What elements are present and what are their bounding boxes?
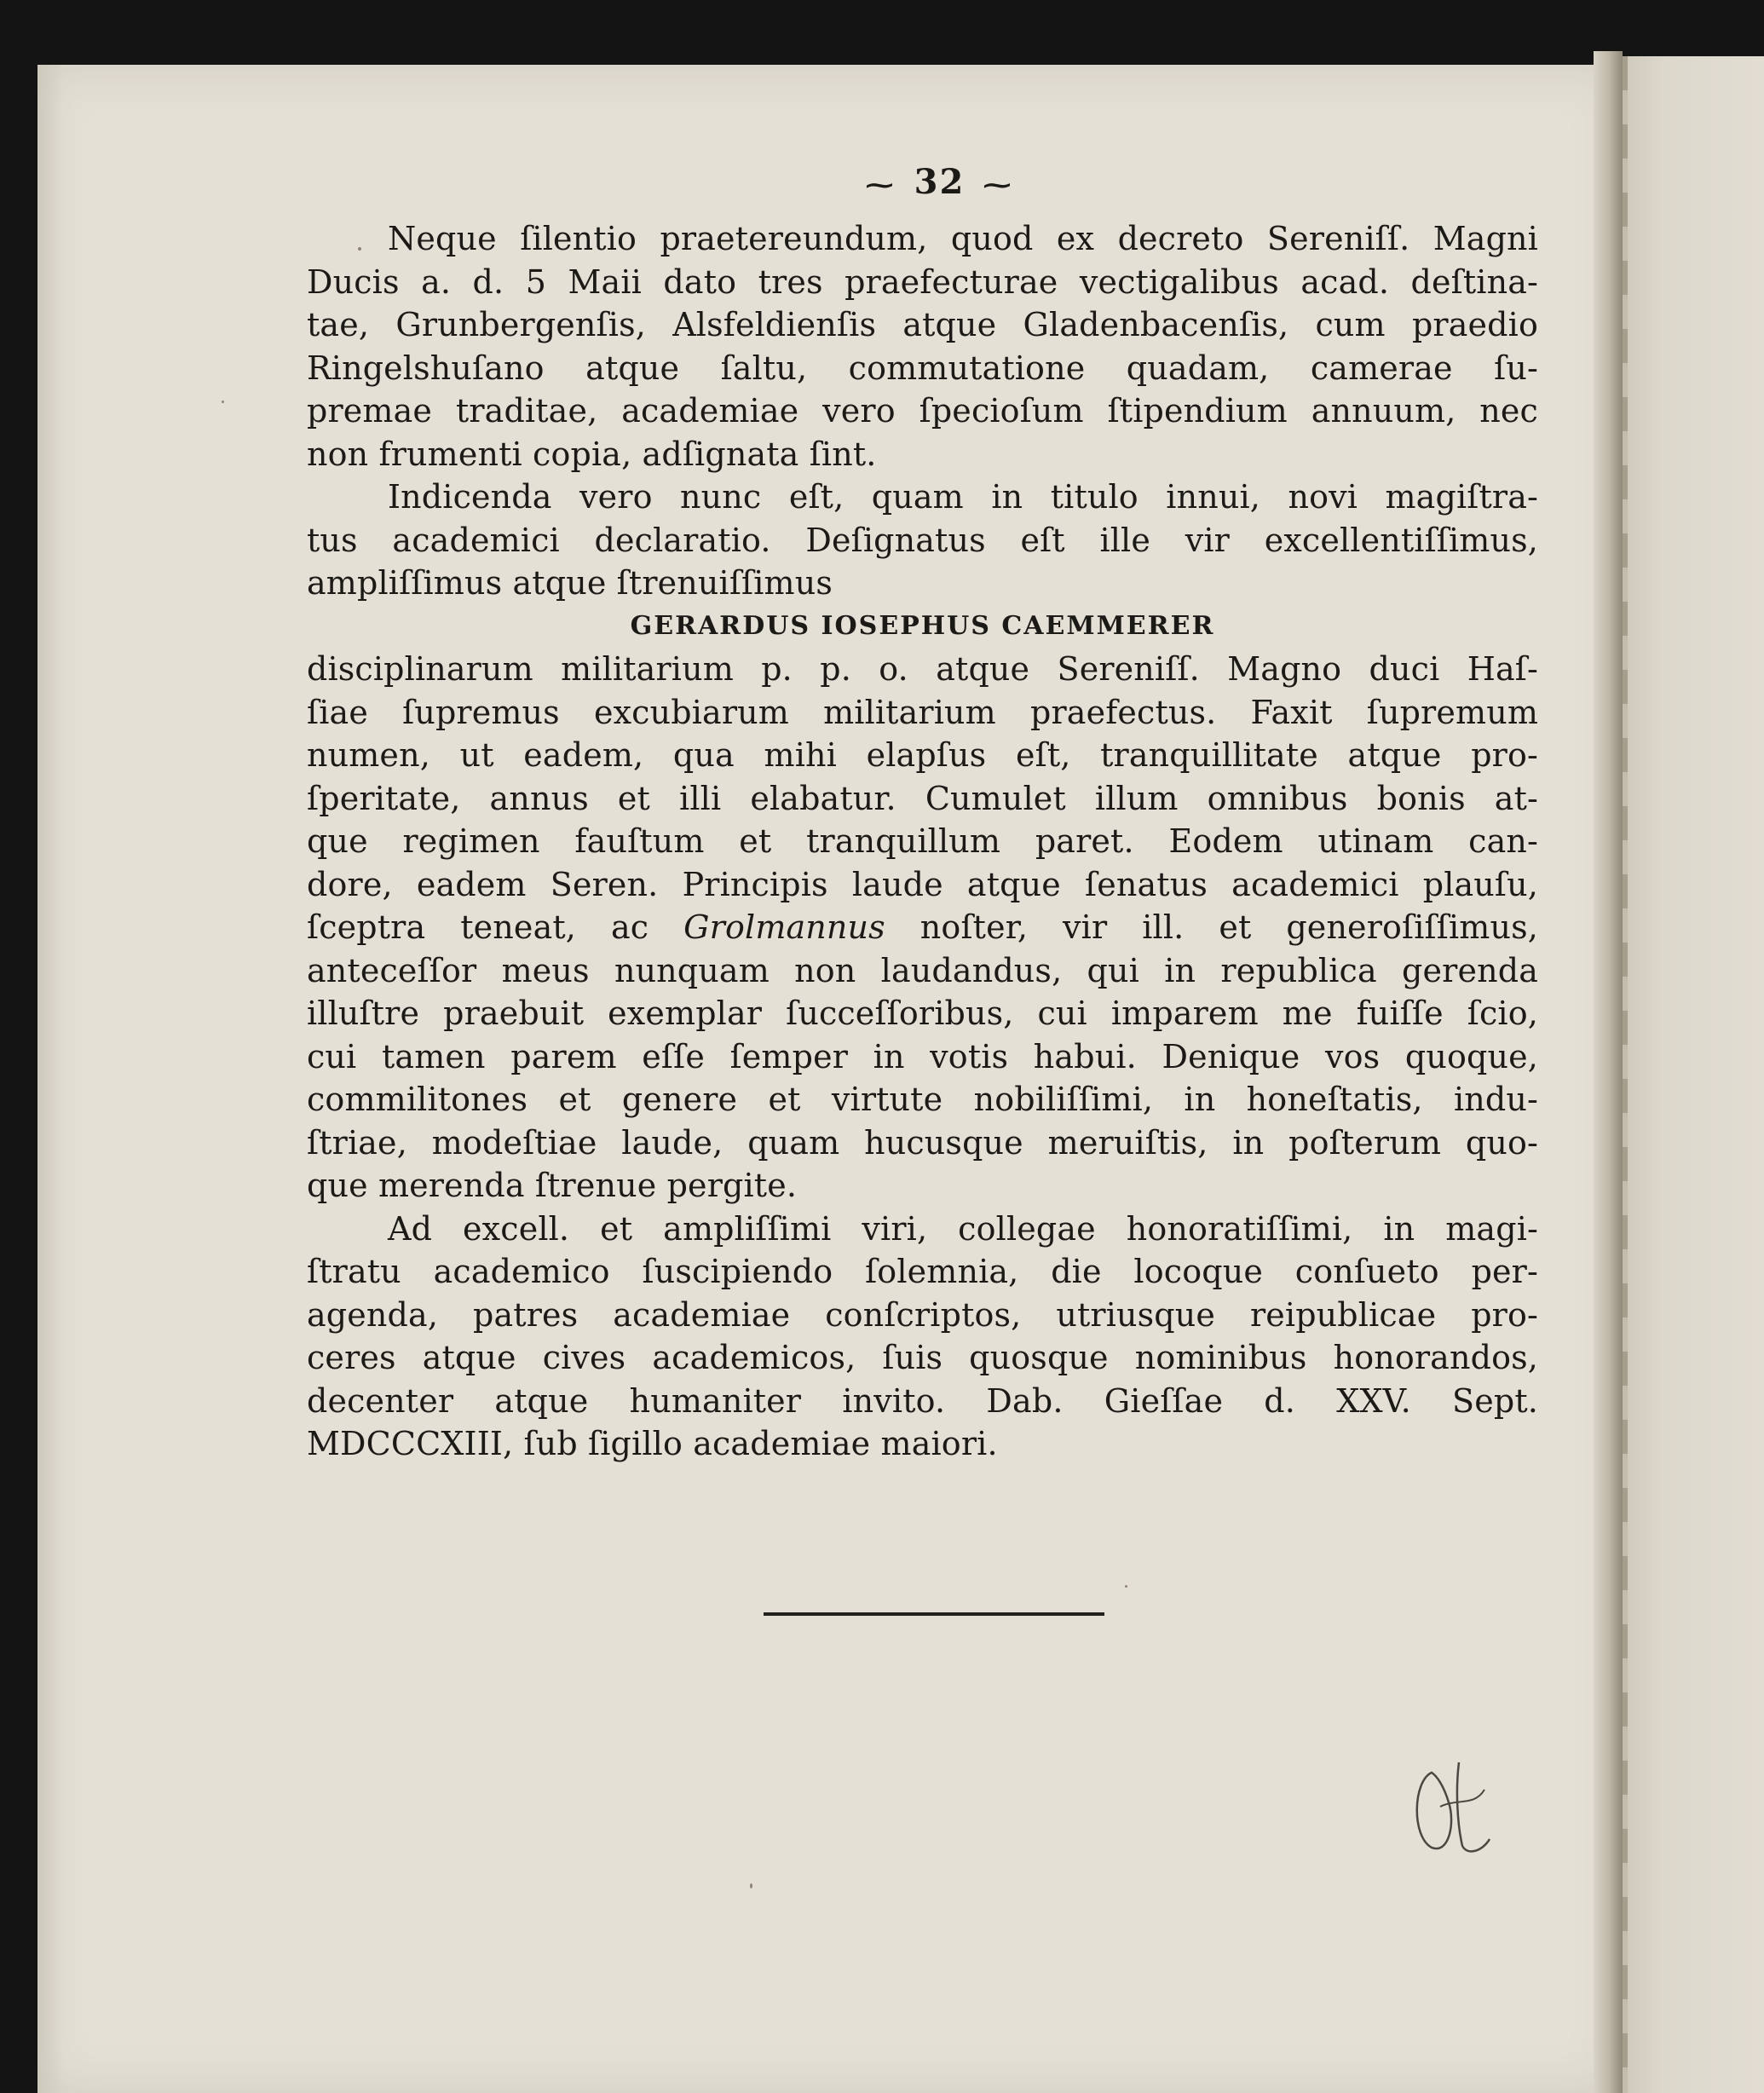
rector-name: GERARDUS IOSEPHUS CAEMMERER xyxy=(630,610,1215,641)
page-text xyxy=(307,162,1538,1466)
running-head xyxy=(307,162,1538,202)
text-line: disciplinarum militarium p. p. o. atque Sereniſſ. Magno duci Haſ- xyxy=(307,650,1538,688)
paper-speck xyxy=(222,401,224,403)
text-line: ſtriae, modeſtiae laude, quam hucusque meruiſtis, in poſterum quo- xyxy=(307,1123,1538,1162)
text-line: commilitones et genere et virtute nobiliſſimi, in honeſtatis, indu- xyxy=(307,1081,1538,1118)
text-line: Indicenda vero nunc eſt, quam in titulo innui, novi magiſtra- xyxy=(388,478,1538,516)
handwritten-mark-icon xyxy=(1406,1756,1508,1866)
ornament-right: ~ xyxy=(980,170,1017,200)
paper-speck xyxy=(1125,1585,1127,1588)
text-line: tae, Grunbergenſis, Alsfeldienſis atque Gladenbacenſis, cum praedio xyxy=(307,306,1538,343)
text-line: MDCCCXIII, ſub ſigillo academiae maiori. xyxy=(307,1425,998,1462)
text-line: ampliſſimus atque ſtrenuiſſimus xyxy=(307,564,833,602)
text-line: cui tamen parem eſſe ſemper in votis habui. Denique vos quoque, xyxy=(307,1037,1538,1075)
ornament-left: ~ xyxy=(862,170,899,200)
paragraph-3 xyxy=(307,1208,1538,1466)
text-line: numen, ut eadem, qua mihi elapſus eſt, tranquillitate atque pro- xyxy=(307,736,1538,774)
paper-speck xyxy=(750,1883,752,1888)
text-line-with-italic-name xyxy=(307,906,1538,949)
text-line: ſtratu academico ſuscipiendo ſolemnia, die locoque conſueto per- xyxy=(307,1253,1538,1290)
text-line: Ad excell. et ampliſſimi viri, collegae honoratiſſimi, in magi- xyxy=(388,1209,1538,1248)
text-segment: ſceptra teneat, ac xyxy=(307,908,649,946)
italic-name: Grolmannus xyxy=(683,908,885,946)
closing-rule xyxy=(764,1612,1104,1616)
text-line: anteceſſor meus nunquam non laudandus, qui in republica gerenda xyxy=(307,951,1538,989)
text-line: Neque ſilentio praetereundum, quod ex decreto Sereniſſ. Magni xyxy=(388,220,1538,257)
text-line: ſiae ſupremus excubiarum militarium praefectus. Faxit ſupremum xyxy=(307,693,1538,731)
text-line: Ringelshuſano atque ſaltu, commutatione quadam, camerae ſu- xyxy=(307,349,1538,387)
text-line: ceres atque cives academicos, ſuis quosque nominibus honorandos, xyxy=(307,1339,1538,1376)
text-line: non frumenti copia, adſignata ſint. xyxy=(307,435,877,473)
text-line: premae traditae, academiae vero ſpecioſum ſtipendium annuum, nec xyxy=(307,392,1538,430)
text-segment: noſter, vir ill. et generoſiſſimus, xyxy=(919,908,1538,946)
text-line: agenda, patres academiae conſcriptos, utriusque reipublicae pro- xyxy=(307,1295,1538,1334)
paragraph-1 xyxy=(307,217,1538,476)
text-line: tus academici declaratio. Deſignatus eſt ille vir excellentiſſimus, xyxy=(307,521,1538,559)
text-line: dore, eadem Seren. Principis laude atque ſenatus academici plauſu, xyxy=(307,865,1538,903)
text-line: que regimen fauſtum et tranquillum paret. Eodem utinam can- xyxy=(307,822,1538,860)
text-line: Ducis a. d. 5 Maii dato tres praefecturae vectigalibus acad. deſtina- xyxy=(307,262,1538,301)
paragraph-2 xyxy=(307,476,1538,1208)
page-left-edge xyxy=(37,65,63,2093)
text-line: ſperitate, annus et illi elabatur. Cumulet illum omnibus bonis at- xyxy=(307,779,1538,817)
text-line: decenter atque humaniter invito. Dab. Gieſſae d. XXV. Sept. xyxy=(307,1381,1538,1420)
facing-page-edge xyxy=(1623,56,1764,2093)
page-number: 32 xyxy=(914,162,966,202)
text-line: illuſtre praebuit exemplar ſucceſſoribus, cui imparem me fuiſſe ſcio, xyxy=(307,995,1538,1032)
book-gutter xyxy=(1594,51,1623,2093)
text-line: que merenda ſtrenue pergite. xyxy=(307,1167,798,1204)
